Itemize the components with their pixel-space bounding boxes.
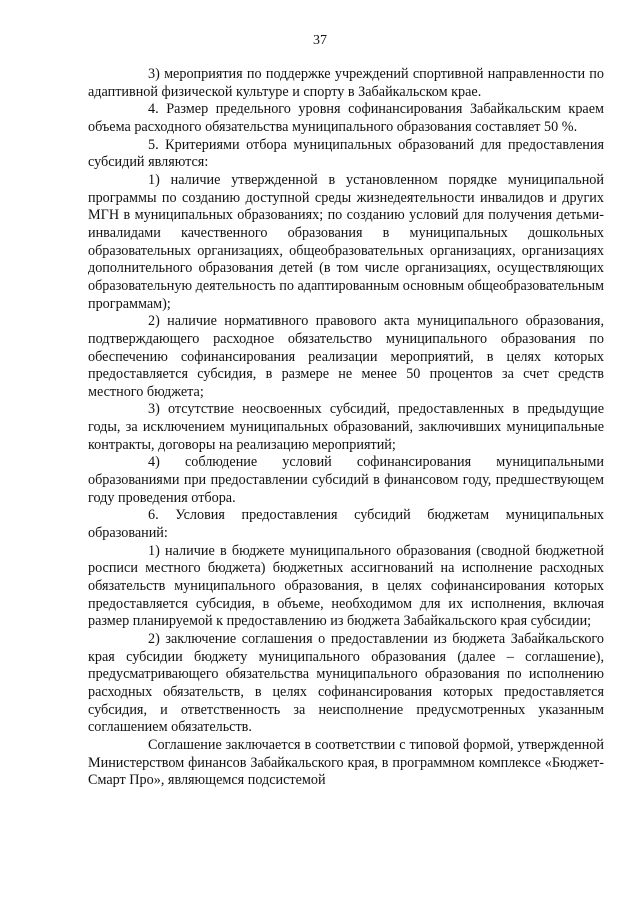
paragraph-criterion-1: 1) наличие утвержденной в установленном порядке муниципальной программы по созданию доступной среды жизнедеятельности инвалидов и других МГН в муниципальных образованиях; по созданию условий для получения детьми-инвалидами качественного образования в муниципальных дошкольных образовательных организациях, общеобразовательных организациях, организациях дополнительного образования детей (в том числе организациях, осуществляющих образовательную деятельность по адаптированным основным общеобразовательным программам); <box>88 171 604 312</box>
paragraph-condition-2: 2) заключение соглашения о предоставлении из бюджета Забайкальского края субсидии бюджету муниципального образования (далее – соглашение), предусматривающего обязательства муниципального образования по исполнению расходных обязательств, в целях софинансирования которых предоставляется субсидия, и ответственность за неисполнение предусмотренных указанным соглашением обязательств. <box>88 631 604 736</box>
paragraph-criterion-3: 3) отсутствие неосвоенных субсидий, предоставленных в предыдущие годы, за исключением муниципальных образований, заключивших муниципальные контракты, договоры на реализацию мероприятий; <box>88 401 604 453</box>
document-body <box>88 66 604 790</box>
paragraph-item-3-sports: 3) мероприятия по поддержке учреждений спортивной направленности по адаптивной физической культуре и спорту в Забайкальском крае. <box>88 66 604 100</box>
paragraph-section-5: 5. Критериями отбора муниципальных образований для предоставления субсидий являются: <box>88 136 604 171</box>
paragraph-section-6: 6. Условия предоставления субсидий бюджетам муниципальных образований: <box>88 507 604 542</box>
paragraph-agreement: Соглашение заключается в соответствии с типовой формой, утвержденной Министерством финансов Забайкальского края, в программном комплексе «Бюджет-Смарт Про», являющемся подсистемой <box>88 736 604 789</box>
page-number: 37 <box>313 33 327 48</box>
paragraph-criterion-4: 4) соблюдение условий софинансирования муниципальными образованиями при предоставлении субсидий в финансовом году, предшествующем году проведения отбора. <box>88 454 604 506</box>
paragraph-section-4: 4. Размер предельного уровня софинансирования Забайкальским краем объема расходного обязательства муниципального образования составляет 50 %. <box>88 101 604 135</box>
paragraph-condition-1: 1) наличие в бюджете муниципального образования (сводной бюджетной росписи местного бюджета) бюджетных ассигнований на исполнение расходных обязательств муниципального образования, в целях софинансирования которых предоставляется субсидия, в объеме, необходимом для их исполнения, включая размер планируемой к предоставлению из бюджета Забайкальского края субсидии; <box>88 542 604 630</box>
paragraph-criterion-2: 2) наличие нормативного правового акта муниципального образования, подтверждающего расходное обязательство муниципального образования по обеспечению софинансирования реализации мероприятий, в целях которых предоставляется субсидия, в размере не менее 50 процентов за счет средств местного бюджета; <box>88 313 604 400</box>
